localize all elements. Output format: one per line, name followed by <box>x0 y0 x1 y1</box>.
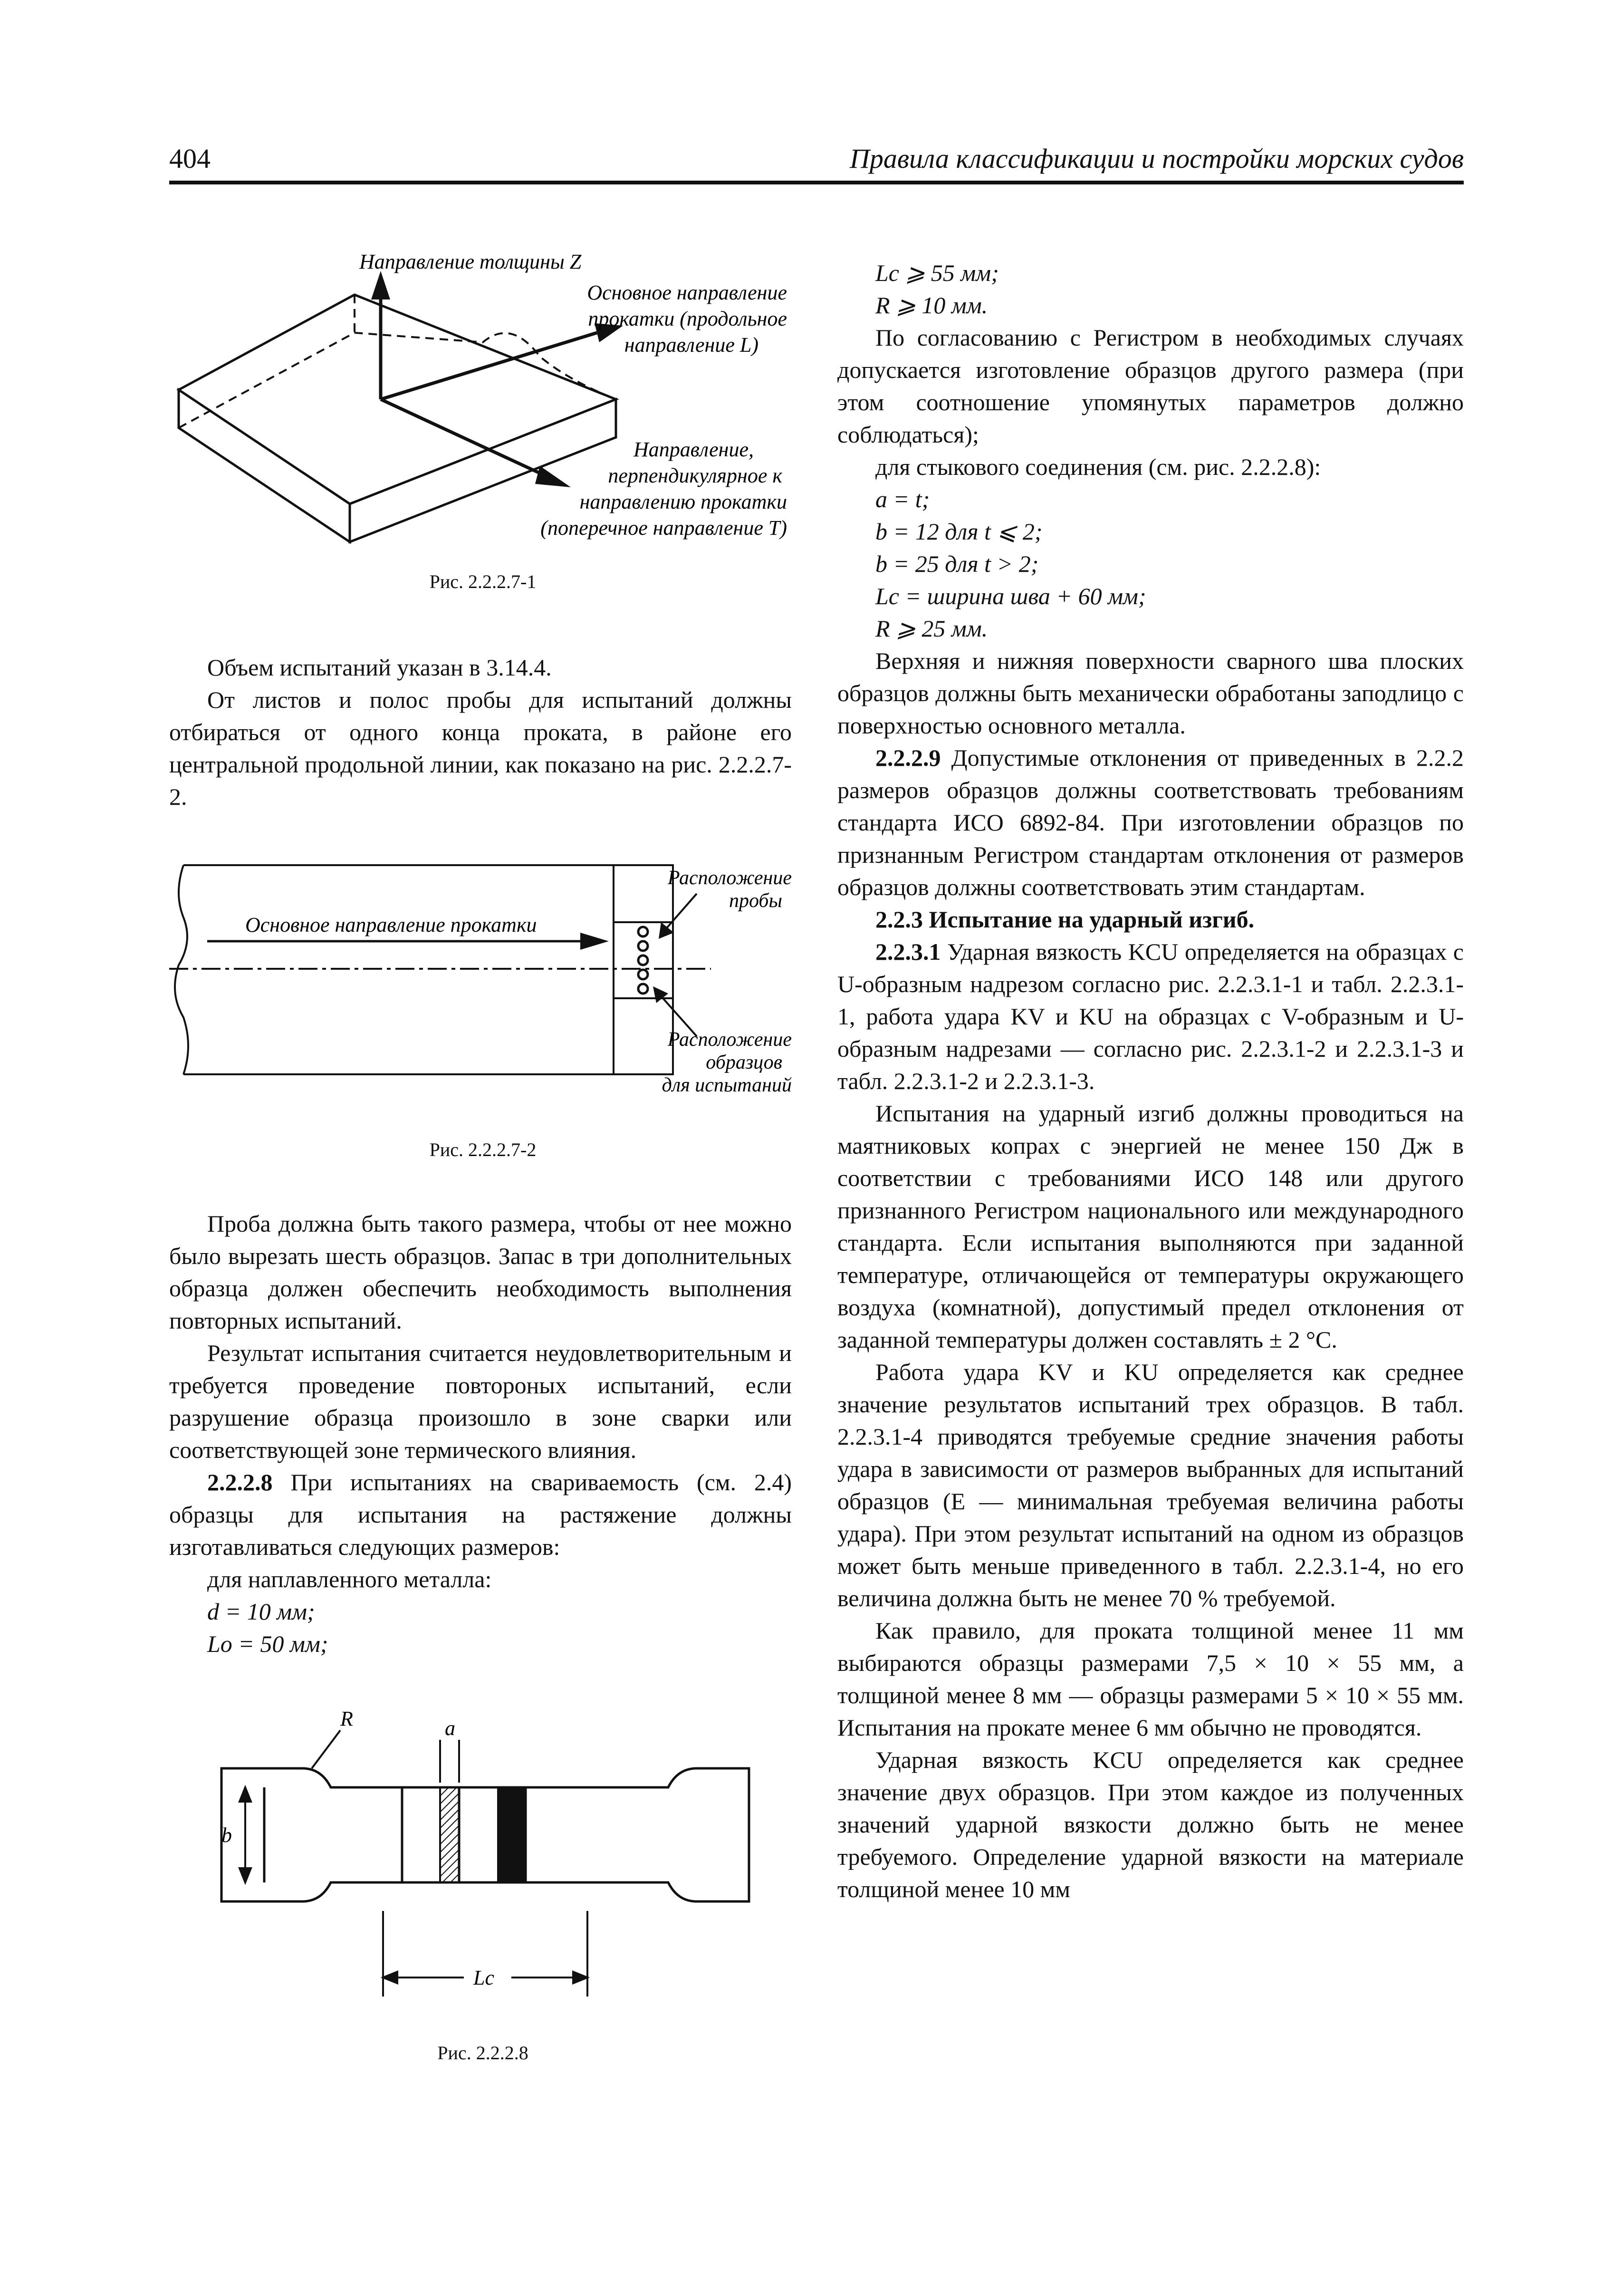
label-samples-1: Расположение <box>667 1029 792 1051</box>
clause-number: 2.2.2.8 <box>207 1469 273 1495</box>
label-t-3: направлению прокатки <box>579 490 787 513</box>
figure-tensile-specimen <box>169 1707 797 2025</box>
label-l-3: направление L) <box>624 333 758 357</box>
para-impact-test: Испытания на ударный изгиб должны проводиться на маятниковых копрах с энергией не менее 150 Дж в соответствии с требованиями ИСО 148 или другого признанного Регистром национального или международного стандарта. Если испытания выполняются при заданной температуре, отличающейся от температуры окружающего воздуха (комнатной), допустимый предел отклонения от заданной температуры должен составлять ± 2 °C. <box>837 1100 1464 1353</box>
rolling-arrow-head <box>580 933 609 950</box>
para-butt-joint: для стыкового соединения (см. рис. 2.2.2.8): <box>875 453 1321 480</box>
para-test-scope: Объем испытаний указан в 3.14.4. <box>207 654 552 681</box>
label-lc: Lc <box>473 1966 494 1989</box>
para-sampling: От листов и полос пробы для испытаний должны отбираться от одного конца проката, в районе его центральной продольной линии, как показано на рис. 2.2.2.7-2. <box>169 686 792 810</box>
label-z: Направление толщины Z <box>359 250 582 273</box>
para-unsatisfactory: Результат испытания считается неудовлетворительным и требуется проведение повтороных испытаний, если разрушение образца произошло в зоне сварки или соответствующей зоне термического влияния. <box>169 1340 792 1463</box>
label-b: b <box>221 1823 232 1847</box>
label-samples-3: для испытаний <box>662 1074 792 1096</box>
para-kcu: Ударная вязкость KCU определяется как среднее значение двух образцов. При этом каждое из полученных значений ударной вязкости должно быть не менее требуемого. Определение ударной вязкости на материале толщиной менее 10 мм <box>837 1746 1464 1902</box>
label-t-1: Направление, <box>633 438 754 461</box>
formula-d: d = 10 мм; <box>207 1598 315 1625</box>
left-column-text-2 <box>169 1207 792 1660</box>
para-2-2-3-1 <box>837 936 1464 1097</box>
page-number: 404 <box>169 143 211 174</box>
para-weld-metal: для наплавленного металла: <box>207 1566 492 1592</box>
formula-lo: Lo = 50 мм; <box>207 1630 328 1657</box>
formula-lc: Lc ⩾ 55 мм; <box>875 260 999 286</box>
para-2-2-2-9 <box>837 742 1464 903</box>
clause-number-2-2-2-9: 2.2.2.9 <box>875 744 941 771</box>
formula-b-12: b = 12 для t ⩽ 2; <box>875 518 1043 545</box>
tensile-specimen-diagram <box>169 1707 797 2025</box>
z-arrow-head <box>371 271 390 299</box>
para-other-size: По согласованию с Регистром в необходимых случаях допускается изготовление образцов другого размера (при этом соотношение упомянутых параметров должно соблюдаться); <box>837 324 1464 448</box>
para-weld-surface: Верхняя и нижняя поверхности сварного шва плоских образцов должны быть механически обработаны заподлицо с поверхностью основного металла. <box>837 647 1464 739</box>
right-column-text <box>837 257 1464 1905</box>
label-l-1: Основное направление <box>587 281 787 304</box>
section-heading-2-2-3 <box>837 903 1464 936</box>
label-r: R <box>340 1707 353 1730</box>
label-t-4: (поперечное направление T) <box>540 516 787 540</box>
running-title: Правила классификации и постройки морских судов <box>849 143 1464 174</box>
label-a: a <box>445 1717 455 1740</box>
formula-r: R ⩾ 10 мм. <box>875 292 988 318</box>
figure-sample-location <box>169 856 797 1103</box>
caption-fig-2: Рис. 2.2.2.7-2 <box>429 1139 537 1160</box>
sample-location-diagram <box>169 856 797 1103</box>
para-2-2-2-8 <box>169 1466 792 1563</box>
para-2-2-2-9-text: Допустимые отклонения от приведенных в 2.2.2 размеров образцов должны соответствовать требованиям стандарта ИСО 6892-84. При изготовлении образцов по признанным Регистром стандартам отклонения от размеров образцов должны соответствовать этим стандартам. <box>837 744 1464 900</box>
label-probe-2: пробы <box>729 890 782 912</box>
weld-hatch <box>440 1787 459 1882</box>
label-t-2: перпендикулярное к <box>608 464 782 487</box>
para-2-2-2-8-text: При испытаниях на свариваемость (см. 2.4) образцы для испытания на растяжение должны изготавливаться следующих размеров: <box>169 1469 792 1560</box>
figure-plate-directions <box>169 247 797 589</box>
plate-diagram <box>169 247 797 589</box>
weld-zone-dark <box>497 1787 526 1882</box>
label-rolling: Основное направление прокатки <box>245 913 537 936</box>
para-2-2-3-1-text: Ударная вязкость KCU определяется на образцах с U-образным надрезом согласно рис. 2.2.3.1-1 и табл. 2.2.3.1-1, работа удара KV и KU на образцах с V-образным и U-образным надрезами — согласно рис. 2.2.3.1-2 и 2.2.3.1-3 и табл. 2.2.3.1-2 и 2.2.3.1-3. <box>837 938 1464 1094</box>
label-samples-2: образцов <box>706 1052 782 1073</box>
clause-number-2-2-3-1: 2.2.3.1 <box>875 938 941 965</box>
left-column-text-1 <box>169 651 792 813</box>
para-specimen-sizes: Как правило, для проката толщиной менее 11 мм выбираются образцы размерами 7,5 × 10 × 55 мм, а толщиной менее 8 мм — образцы размерами 5 × 10 × 55 мм. Испытания на прокате менее 6 мм обычно не проводятся. <box>837 1617 1464 1741</box>
caption-fig-1: Рис. 2.2.2.7-1 <box>429 571 537 592</box>
para-impact-energy: Работа удара KV и KU определяется как среднее значение результатов испытаний трех образцов. В табл. 2.2.3.1-4 приводятся требуемые средние значения работы удара в зависимости от размеров выбранных для испытаний образцов (E — минимальная требуемая величина работы удара). При этом результат испытаний на одном из образцов может быть меньше приведенного в табл. 2.2.3.1-4, но его величина должна быть не менее 70 % требуемой. <box>837 1359 1464 1611</box>
formula-b-25: b = 25 для t > 2; <box>875 550 1039 577</box>
formula-lc-weld: Lc = ширина шва + 60 мм; <box>875 583 1146 609</box>
label-l-2: прокатки (продольное <box>588 307 787 330</box>
page-header <box>169 143 1464 184</box>
t-arrow-head <box>535 466 571 487</box>
specimen-outline <box>221 1768 749 1901</box>
label-probe-1: Расположение <box>667 867 792 889</box>
para-sample-size: Проба должна быть такого размера, чтобы от нее можно было вырезать шесть образцов. Запас в три дополнительных образца должен обеспечить необходимость выполнения повторных испытаний. <box>169 1210 792 1334</box>
caption-fig-3: Рис. 2.2.2.8 <box>437 2042 528 2064</box>
section-heading-text: 2.2.3 Испытание на ударный изгиб. <box>875 906 1255 933</box>
formula-a: a = t; <box>875 486 930 512</box>
formula-r-25: R ⩾ 25 мм. <box>875 615 988 642</box>
